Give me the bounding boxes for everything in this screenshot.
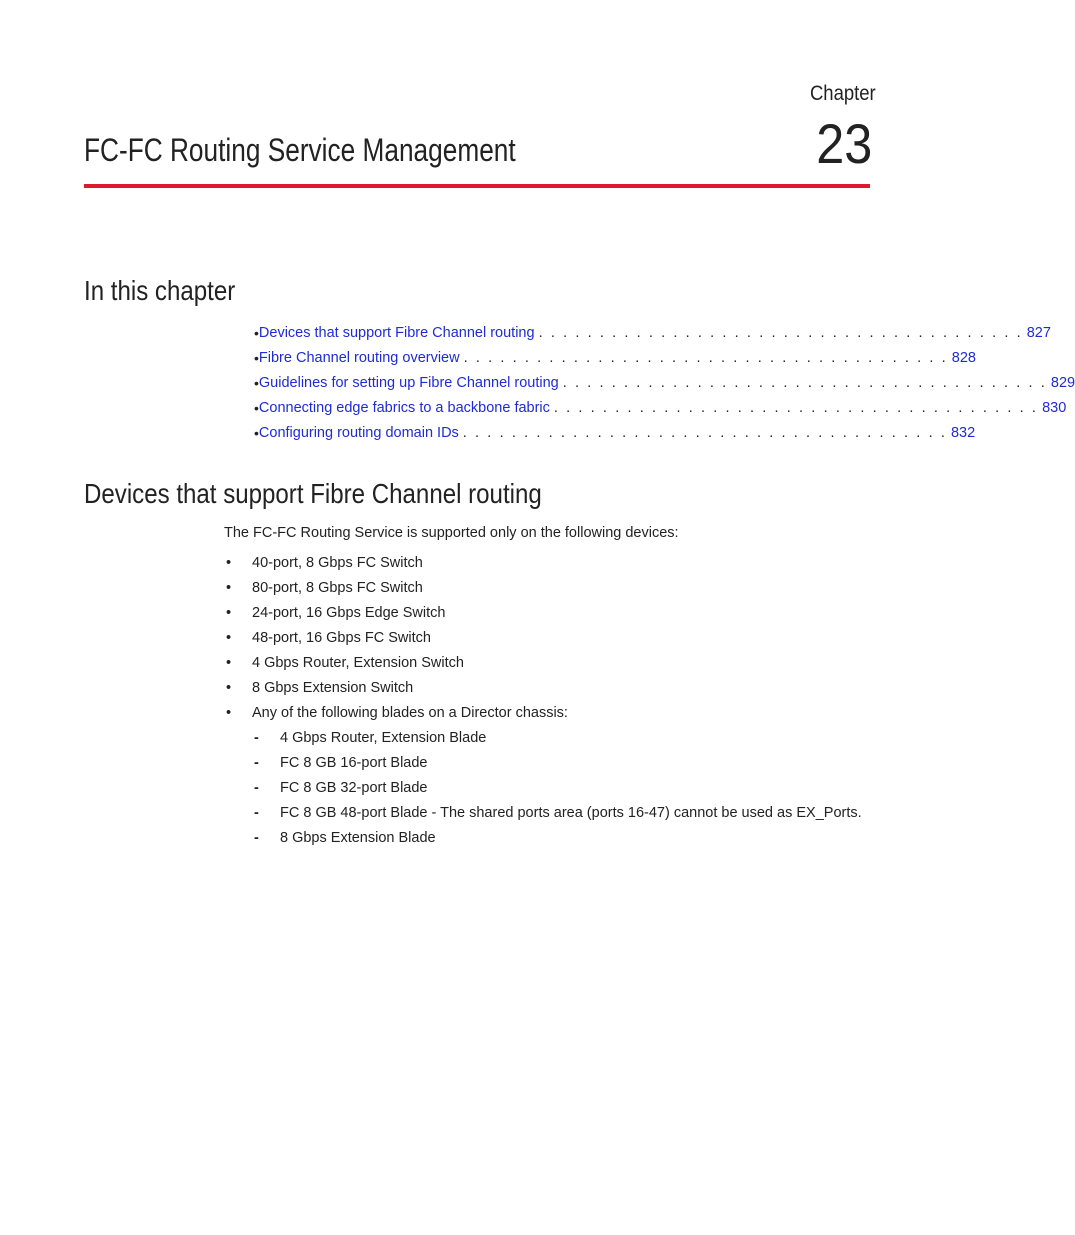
bullet-icon: • <box>254 374 259 391</box>
dash-icon: - <box>254 779 259 796</box>
bullet-icon: • <box>226 604 232 621</box>
sub-list-item-text: 4 Gbps Router, Extension Blade <box>280 729 487 746</box>
list-item-text: 24-port, 16 Gbps Edge Switch <box>252 604 446 621</box>
list-item <box>224 575 862 600</box>
dash-icon: - <box>254 754 259 771</box>
sub-list-item <box>224 800 862 825</box>
toc-leader-dots: . . . . . . . . . . . . . . . . . . . . . . . . . . . . . . . . . . . . . . . . <box>553 399 1039 416</box>
bullet-icon: • <box>226 654 232 671</box>
chapter-title: FC-FC Routing Service Management <box>84 132 516 168</box>
chapter-label: Chapter <box>810 82 876 105</box>
sub-list-item <box>224 825 862 850</box>
bullet-icon: • <box>254 399 259 416</box>
toc-entry-page[interactable]: 830 <box>1042 399 1067 416</box>
bullet-icon: • <box>226 679 232 696</box>
toc-entry[interactable] <box>254 320 1051 345</box>
chapter-toc <box>254 320 1075 445</box>
bullet-icon: • <box>254 424 259 441</box>
dash-icon: - <box>254 804 259 821</box>
sub-list-item-text: 8 Gbps Extension Blade <box>280 829 436 846</box>
list-item-text: 80-port, 8 Gbps FC Switch <box>252 579 423 596</box>
toc-entry[interactable] <box>254 420 976 445</box>
toc-entry-page[interactable]: 829 <box>1050 374 1075 391</box>
sub-list-item <box>224 750 862 775</box>
chapter-number: 23 <box>815 112 872 175</box>
toc-leader-dots: . . . . . . . . . . . . . . . . . . . . . . . . . . . . . . . . . . . . . . . . <box>538 324 1023 341</box>
sub-list-item-text: FC 8 GB 32-port Blade <box>280 779 428 796</box>
toc-entry[interactable] <box>254 395 1067 420</box>
toc-entry-page[interactable]: 828 <box>951 349 976 366</box>
toc-heading: In this chapter <box>84 275 236 306</box>
toc-leader-dots: . . . . . . . . . . . . . . . . . . . . . . . . . . . . . . . . . . . . . . . . <box>562 374 1047 391</box>
dash-icon: - <box>254 729 259 746</box>
toc-entry-label[interactable]: Fibre Channel routing overview <box>258 349 460 366</box>
bullet-icon: • <box>226 554 232 571</box>
toc-entry-page[interactable]: 832 <box>950 424 976 441</box>
list-item <box>224 700 862 725</box>
toc-entry-label[interactable]: Configuring routing domain IDs <box>258 424 459 441</box>
sub-list-item-text: FC 8 GB 16-port Blade <box>280 754 428 771</box>
sub-list-item-text: FC 8 GB 48-port Blade - The shared ports area (ports 16-47) cannot be used as EX_Ports. <box>280 804 862 821</box>
list-item-text: 8 Gbps Extension Switch <box>252 679 414 696</box>
list-item <box>224 650 862 675</box>
bullet-icon: • <box>254 324 259 341</box>
list-item <box>224 675 862 700</box>
list-item-text: Any of the following blades on a Director chassis: <box>252 704 568 721</box>
device-list <box>224 550 862 850</box>
list-item-text: 40-port, 8 Gbps FC Switch <box>252 554 423 571</box>
toc-leader-dots: . . . . . . . . . . . . . . . . . . . . . . . . . . . . . . . . . . . . . . . . <box>463 349 948 366</box>
toc-entry-page[interactable]: 827 <box>1026 324 1051 341</box>
title-rule <box>84 184 870 188</box>
bullet-icon: • <box>226 579 232 596</box>
list-item-text: 48-port, 16 Gbps FC Switch <box>252 629 431 646</box>
bullet-icon: • <box>226 704 232 721</box>
list-item <box>224 600 862 625</box>
section-intro: The FC-FC Routing Service is supported only on the following devices: <box>224 525 679 541</box>
sub-list-item <box>224 725 862 750</box>
section-heading: Devices that support Fibre Channel routing <box>84 478 542 509</box>
bullet-icon: • <box>254 349 259 366</box>
toc-entry[interactable] <box>254 370 1075 395</box>
toc-entry-label[interactable]: Guidelines for setting up Fibre Channel routing <box>258 374 559 391</box>
list-item <box>224 550 862 575</box>
toc-entry[interactable] <box>254 345 976 370</box>
dash-icon: - <box>254 829 259 846</box>
list-item <box>224 625 862 650</box>
bullet-icon: • <box>226 629 232 646</box>
list-item-text: 4 Gbps Router, Extension Switch <box>252 654 464 671</box>
sub-list-item <box>224 775 862 800</box>
toc-entry-label[interactable]: Connecting edge fabrics to a backbone fabric <box>258 399 550 416</box>
toc-leader-dots: . . . . . . . . . . . . . . . . . . . . . . . . . . . . . . . . . . . . . . . . <box>462 424 947 441</box>
toc-entry-label[interactable]: Devices that support Fibre Channel routing <box>258 324 535 341</box>
